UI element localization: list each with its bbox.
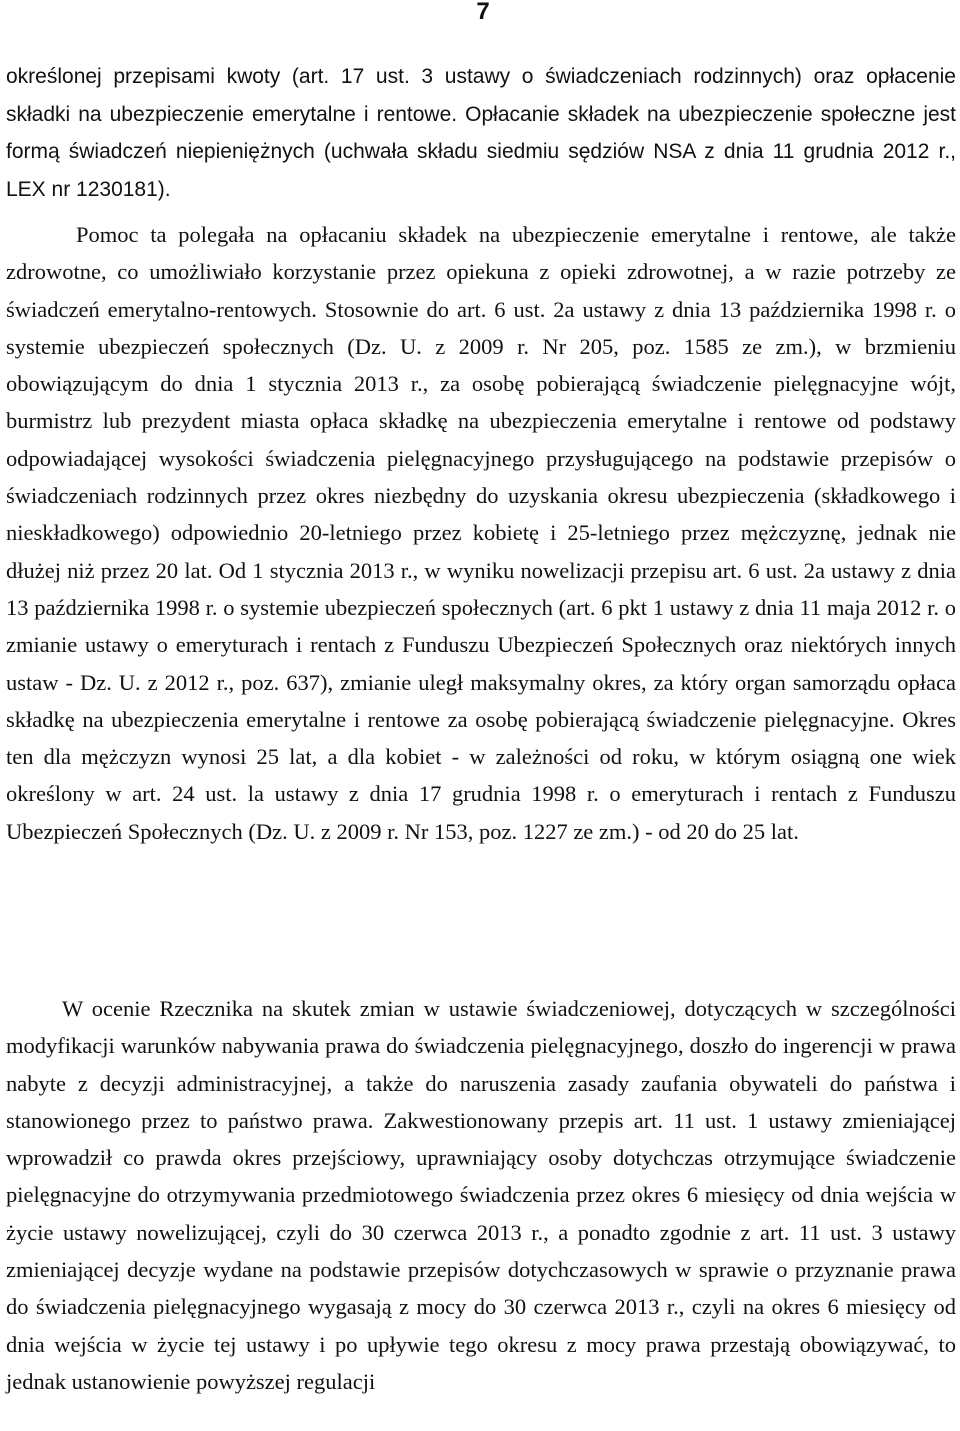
paragraph-continuation: określonej przepisami kwoty (art. 17 ust. 3 ustawy o świadczeniach rodzinnych) oraz opłacenie składki na ubezpieczenie emerytalne i rentowe. Opłacanie składek na ubezpieczenie społeczne jest formą świadczeń niepieniężnych (uchwała składu siedmiu sędziów NSA z dnia 11 grudnia 2012 r., LEX nr 1230181). [6, 65, 956, 201]
page-number: 7 [476, 0, 490, 25]
paragraph-contribution-rules: Pomoc ta polegała na opłacaniu składek na ubezpieczenie emerytalne i rentowe, ale także zdrowotne, co umożliwiało korzystanie przez opiekuna z opieki zdrowotnej, a w razie potrzeby ze świadczeń emerytalno-rentowych. Stosownie do art. 6 ust. 2a ustawy z dnia 13 października 1998 r. o systemie ubezpieczeń społecznych (Dz. U. z 2009 r. Nr 205, poz. 1585 ze zm.), w brzmieniu obowiązującym do dnia 1 stycznia 2013 r., za osobę pobierającą świadczenie pielęgnacyjne wójt, burmistrz lub prezydent miasta opłaca składkę na ubezpieczenia emerytalne i rentowe od podstawy odpowiadającej wysokości świadczenia pielęgnacyjnego przysługującego na podstawie przepisów o świadczeniach rodzinnych przez okres niezbędny do uzyskania okresu ubezpieczenia (składkowego i nieskładkowego) odpowiednio 20-letniego przez kobietę i 25-letniego przez mężczyznę, jednak nie dłużej niż przez 20 lat. Od 1 stycznia 2013 r., w wyniku nowelizacji przepisu art. 6 ust. 2a ustawy z dnia 13 października 1998 r. o systemie ubezpieczeń społecznych (art. 6 pkt 1 ustawy z dnia 11 maja 2012 r. o zmianie ustawy o emeryturach i rentach z Funduszu Ubezpieczeń Społecznych oraz niektórych innych ustaw - Dz. U. z 2012 r., poz. 637), zmianie uległ maksymalny okres, za który organ samorządu opłaca składkę na ubezpieczenia emerytalne i rentowe za osobę pobierającą świadczenie pielęgnacyjne. Okres ten dla mężczyzn wynosi 25 lat, a dla kobiet - w zależności od roku, w którym osiągną one wiek określony w art. 24 ust. la ustawy z dnia 17 grudnia 1998 r. o emeryturach i rentach z Funduszu Ubezpieczeń Społecznych (Dz. U. z 2009 r. Nr 153, poz. 1227 ze zm.) - od 20 do 25 lat. [6, 222, 956, 844]
paragraph-ombudsman-assessment: W ocenie Rzecznika na skutek zmian w ustawie świadczeniowej, dotyczących w szczególności modyfikacji warunków nabywania prawa do świadczenia pielęgnacyjnego, doszło do ingerencji w prawa nabyte z decyzji administracyjnej, a także do naruszenia zasady zaufania obywateli do państwa i stanowionego przez to państwo prawa. Zakwestionowany przepis art. 11 ust. 1 ustawy zmieniającej wprowadził co prawda okres przejściowy, uprawniający osoby dotychczas otrzymujące świadczenie pielęgnacyjne do otrzymywania przedmiotowego świadczenia przez okres 6 miesięcy od dnia wejścia w życie ustawy nowelizującej, czyli do 30 czerwca 2013 r., a ponadto zgodnie z art. 11 ust. 3 ustawy zmieniającej decyzje wydane na podstawie przepisów dotychczasowych w sprawie o przyznanie prawa do świadczenia pielęgnacyjnego wygasają z mocy do 30 czerwca 2013 r., czyli na okres 6 miesięcy od dnia wejścia w życie tej ustawy i po upływie tego okresu z mocy prawa przestają obowiązywać, to jednak ustanowienie powyższej regulacji [6, 996, 956, 1394]
